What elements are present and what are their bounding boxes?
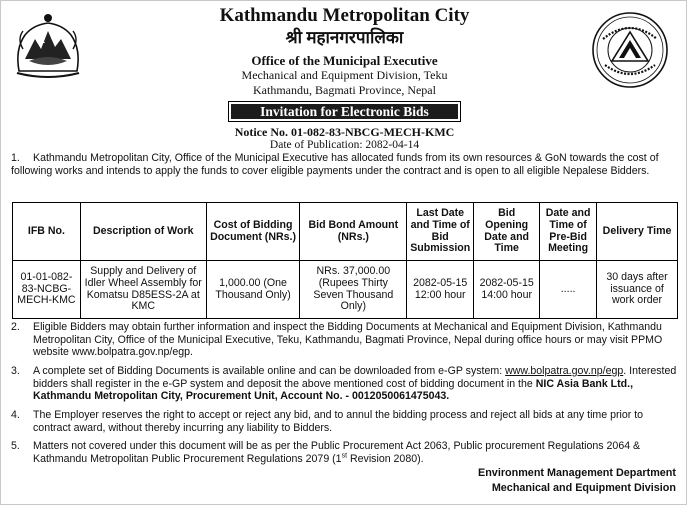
invitation-banner	[228, 101, 461, 122]
col-header-description: Description of Work	[80, 203, 206, 261]
paragraph-3-text-b: . Interested bidders shall register in the e-GP system and deposit the above mentioned cost of bidding document in the	[33, 365, 677, 390]
cell-opening: 2082-05-15 14:00 hour	[474, 261, 540, 319]
paragraph-5-text-a: Matters not covered under this document will be as per the Public Procurement Act 2063, Public procurement Regulations 2064 & Kathmandu Metropolitan Public Procurement Regulations 2079 (1	[33, 440, 641, 465]
col-header-delivery: Delivery Time	[597, 203, 678, 261]
paragraph-2-text: Eligible Bidders may obtain further information and inspect the Bidding Documents at Mechanical and Equipment Division, Kathmandu Metropolitan City, Office of the Municipal Executive, Teku, Kathmandu, Bagmati Province, Nepal during office hours or may visit PPMO website www.bolpatra.gov.np/egp.	[33, 321, 663, 359]
signature-division: Mechanical and Equipment Division	[491, 482, 676, 494]
table-header-row	[13, 203, 678, 261]
notice-number: Notice No. 01-082-83-NBCG-MECH-KMC	[234, 125, 455, 139]
paragraph-5-text	[33, 440, 678, 465]
signature-department: Environment Management Department	[478, 467, 676, 479]
cell-cost: 1,000.00 (One Thousand Only)	[206, 261, 300, 319]
col-header-opening: Bid Opening Date and Time	[474, 203, 540, 261]
col-header-last-date: Last Date and Time of Bid Submission	[407, 203, 474, 261]
cell-ifb: 01-01-082-83-NCBG-MECH-KMC	[13, 261, 81, 319]
kmc-seal-logo-icon	[591, 11, 669, 89]
paragraph-3-text-a: A complete set of Bidding Documents is available online and can be downloaded from e-GP system:	[33, 365, 506, 377]
paragraph-2	[11, 321, 678, 359]
bank-account-text: NIC Asia Bank Ltd., Kathmandu Metropolitan City, Procurement Unit, Account No. - 0012050061475043.	[33, 377, 634, 403]
publication-date: Date of Publication: 2082-04-14	[269, 139, 420, 151]
cell-prebid: .....	[540, 261, 597, 319]
bid-table	[12, 202, 678, 319]
col-header-prebid: Date and Time of Pre-Bid Meeting	[540, 203, 597, 261]
city-title-nepali: श्री महानगरपालिका	[285, 28, 404, 47]
paragraph-5-number: 5.	[11, 440, 20, 452]
paragraph-5-text-b: Revision 2080).	[347, 452, 424, 465]
table-row	[13, 261, 678, 319]
cell-bid-bond: NRs. 37,000.00 (Rupees Thirty Seven Thousand Only)	[300, 261, 407, 319]
nepal-emblem-icon	[11, 9, 85, 79]
paragraph-4-number: 4.	[11, 409, 20, 421]
paragraph-5	[11, 440, 678, 465]
paragraph-2-number: 2.	[11, 321, 20, 333]
paragraph-1-text: Kathmandu Metropolitan City, Office of the Municipal Executive has allocated funds from its own resources & GoN towards the cost of following works and intends to apply the funds to cover eligible payments under the contract and is open to all eligible Nepalese Bidders.	[11, 152, 659, 177]
paragraph-3-number: 3.	[11, 365, 20, 377]
col-header-bid-bond: Bid Bond Amount (NRs.)	[300, 203, 407, 261]
paragraph-1-number: 1.	[11, 152, 20, 164]
paragraph-4-text: The Employer reserves the right to accept or reject any bid, and to annul the bidding process and reject all bids at any time prior to contract award, without thereby incurring any liability to Bidders.	[33, 409, 644, 434]
paragraph-4	[11, 409, 678, 434]
paragraph-3	[11, 365, 678, 403]
address-line-1: Mechanical and Equipment Division, Teku	[241, 68, 448, 82]
office-name: Office of the Municipal Executive	[251, 53, 438, 68]
cell-description: Supply and Delivery of Idler Wheel Assembly for Komatsu D85ESS-2A at KMC	[80, 261, 206, 319]
cell-delivery: 30 days after issuance of work order	[597, 261, 678, 319]
paragraph-1	[11, 152, 678, 177]
cell-last-date: 2082-05-15 12:00 hour	[407, 261, 474, 319]
invitation-banner-text: Invitation for Electronic Bids	[231, 104, 458, 119]
address-line-2: Kathmandu, Bagmati Province, Nepal	[253, 83, 436, 97]
col-header-ifb: IFB No.	[13, 203, 81, 261]
city-title: Kathmandu Metropolitan City	[219, 5, 470, 26]
egp-link[interactable]: www.bolpatra.gov.np/egp	[505, 365, 624, 377]
col-header-cost: Cost of Bidding Document (NRs.)	[206, 203, 300, 261]
paragraph-3-text	[33, 365, 678, 403]
paragraph-5-superscript: st	[341, 452, 348, 460]
